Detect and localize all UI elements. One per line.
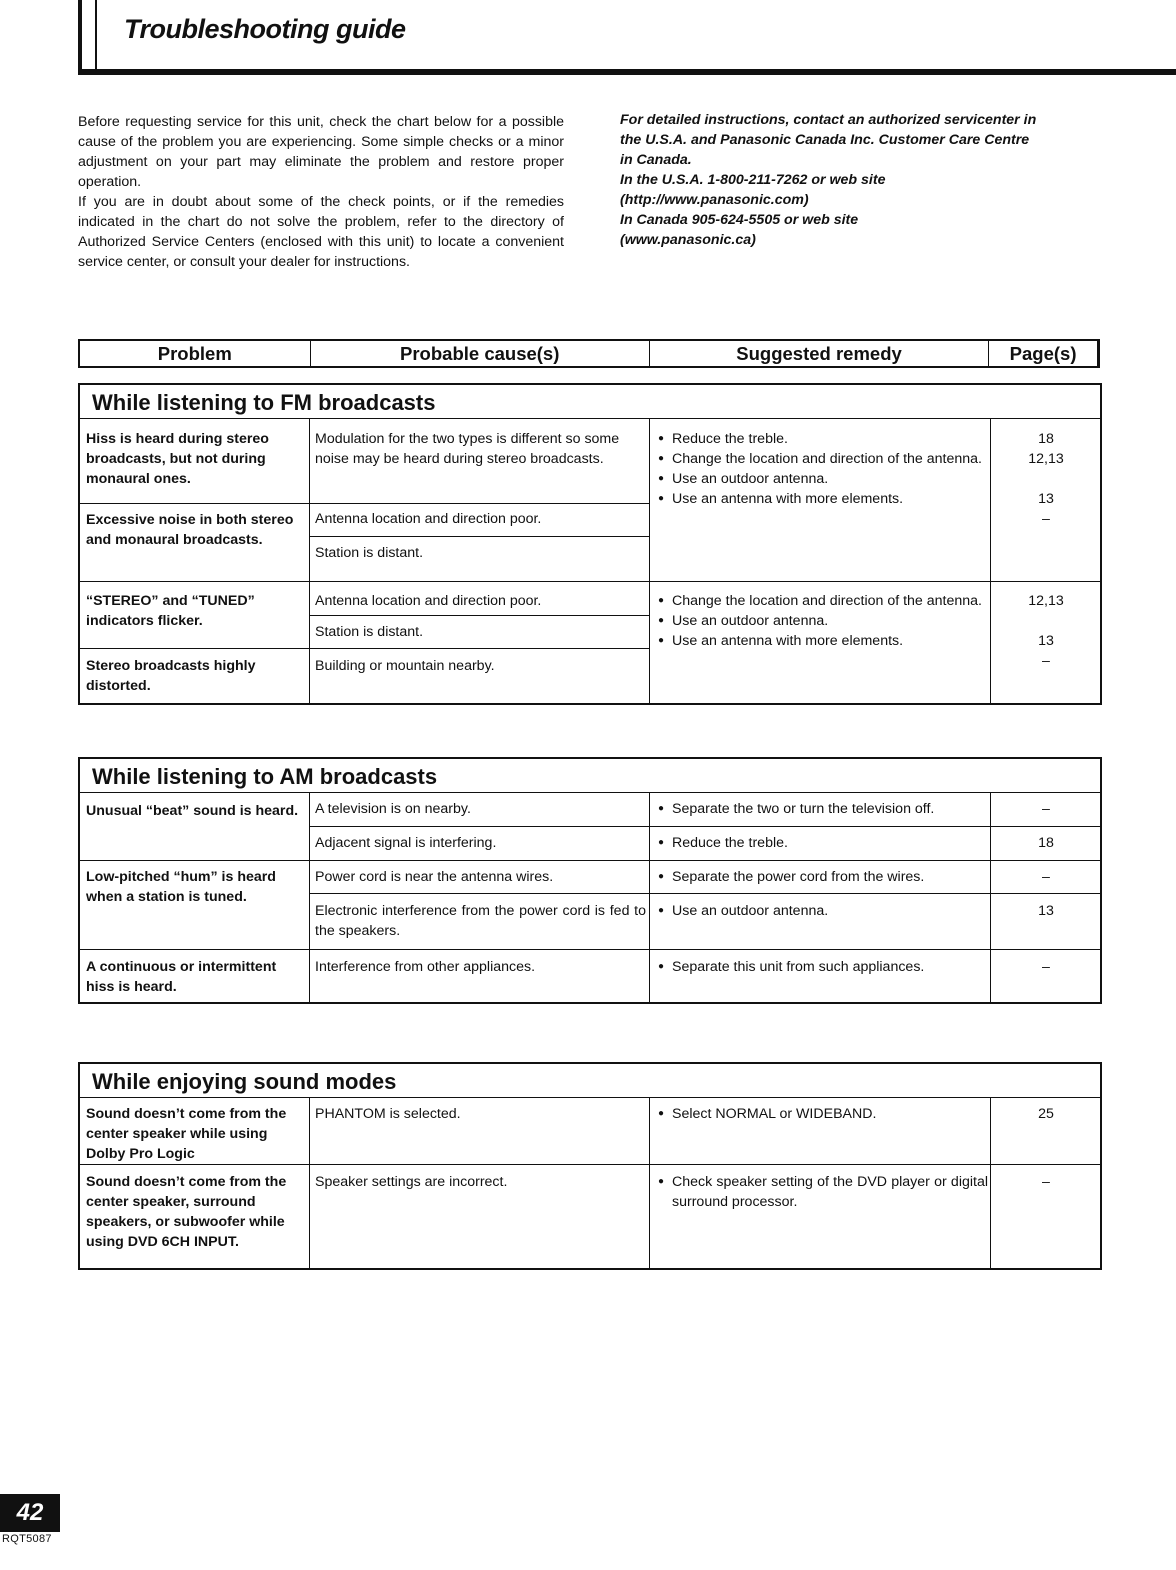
header-bar [78, 69, 1176, 75]
remedy-cell [650, 1104, 988, 1124]
remedy-cell [650, 833, 988, 853]
remedy-item: ● Use an outdoor antenna. [658, 611, 988, 631]
page-number: 42 [0, 1494, 60, 1532]
column-pages: Page(s) [988, 341, 1097, 366]
remedy-item: ● Use an antenna with more elements. [658, 489, 988, 509]
column-problem: Problem [157, 342, 232, 364]
remedy-cell [650, 901, 988, 921]
remedy-item: ● Use an outdoor antenna. [658, 469, 988, 489]
cause-cell: Station is distant. [315, 545, 424, 561]
header-left-rule-inner [95, 0, 97, 70]
page-ref: 13 [1038, 903, 1054, 919]
problem-cell: Unusual “beat” sound is heard. [86, 803, 299, 819]
cause-cell: Antenna location and direction poor. [315, 593, 542, 609]
intro-paragraph-1: Before requesting service for this unit, check the chart below for a possible cause of the problem you are experiencing. Some simple checks or a minor adjustment on your part may eliminate the problem and restore proper operation. [78, 114, 564, 190]
problem-cell: Hiss is heard during stereo broadcasts, but not during monaural ones. [86, 431, 269, 487]
page-ref: 18 [1038, 431, 1054, 447]
remedy-item: ● Change the location and direction of the antenna. [658, 449, 988, 469]
remedy-item: ● Reduce the treble. [658, 429, 988, 449]
page-title: Troubleshooting guide [124, 14, 406, 44]
contact-line: in Canada. [620, 152, 692, 168]
remedy-item: ● Change the location and direction of the antenna. [658, 591, 988, 611]
intro-paragraph-2: If you are in doubt about some of the check points, or if the remedies indicated in the chart do not solve the problem, refer to the directory of Authorized Service Centers (enclosed with this unit) to locate a convenient service center, or consult your dealer for instructions. [78, 194, 564, 270]
page-ref: – [1042, 869, 1050, 885]
sound-modes-section [78, 1062, 1102, 1270]
remedy-cell [650, 867, 988, 887]
page-ref: 25 [1038, 1106, 1054, 1122]
remedy-item: ● Check speaker setting of the DVD player or digital surround processor. [658, 1172, 988, 1212]
remedy-list [650, 591, 988, 651]
column-remedy: Suggested remedy [649, 341, 988, 366]
table-column-header [78, 339, 1100, 368]
service-contact-info [620, 110, 1110, 250]
header-left-rule [78, 0, 82, 74]
section-title: While listening to FM broadcasts [80, 385, 1100, 419]
cause-cell: A television is on nearby. [315, 801, 471, 817]
page-ref: 12,13 [1028, 593, 1064, 609]
remedy-item: ● Separate the power cord from the wires. [658, 867, 988, 887]
contact-line: In Canada 905-624-5505 or web site [620, 212, 859, 228]
cause-cell: Building or mountain nearby. [315, 658, 495, 674]
problem-cell: Stereo broadcasts highly distorted. [86, 658, 256, 694]
contact-line: the U.S.A. and Panasonic Canada Inc. Customer Care Centre [620, 132, 1030, 148]
remedy-cell [650, 1172, 988, 1212]
section-title: While enjoying sound modes [80, 1064, 1100, 1098]
remedy-item: ● Reduce the treble. [658, 833, 988, 853]
page-ref: – [1042, 511, 1050, 527]
cause-cell: Station is distant. [315, 624, 424, 640]
page-ref: 13 [1038, 633, 1054, 649]
remedy-cell [650, 957, 988, 977]
page-ref: – [1042, 1174, 1050, 1190]
section-title: While listening to AM broadcasts [80, 759, 1100, 793]
pages-cell [991, 429, 1101, 529]
problem-cell: A continuous or intermittent hiss is heard. [86, 959, 277, 995]
problem-cell: Sound doesn’t come from the center speaker while using Dolby Pro Logic [86, 1106, 287, 1162]
contact-line: In the U.S.A. 1-800-211-7262 or web site [620, 172, 886, 188]
pages-cell [991, 591, 1101, 671]
remedy-item: ● Separate the two or turn the television off. [658, 799, 988, 819]
cause-cell: Antenna location and direction poor. [315, 511, 542, 527]
page-ref: 18 [1038, 835, 1054, 851]
problem-cell: Sound doesn’t come from the center speaker, surround speakers, or subwoofer while using DVD 6CH INPUT. [86, 1174, 287, 1250]
cause-cell: Electronic interference from the power cord is fed to the speakers. [315, 903, 646, 939]
remedy-cell [650, 799, 988, 819]
page-ref: – [1042, 959, 1050, 975]
fm-section [78, 383, 1102, 705]
remedy-item: ● Use an antenna with more elements. [658, 631, 988, 651]
remedy-item: ● Select NORMAL or WIDEBAND. [658, 1104, 988, 1124]
contact-line: (http://www.panasonic.com) [620, 192, 809, 208]
page-ref: – [1042, 653, 1050, 669]
document-code: RQT5087 [2, 1533, 52, 1545]
problem-cell: Excessive noise in both stereo and monaural broadcasts. [86, 512, 294, 548]
page-ref: 12,13 [1028, 451, 1064, 467]
remedy-item: ● Use an outdoor antenna. [658, 901, 988, 921]
cause-cell: Modulation for the two types is different so some noise may be heard during stereo broadcasts. [315, 431, 620, 467]
cause-cell: Adjacent signal is interfering. [315, 835, 497, 851]
problem-cell: “STEREO” and “TUNED” indicators flicker. [86, 593, 255, 629]
remedy-item: ● Separate this unit from such appliances. [658, 957, 988, 977]
am-section [78, 757, 1102, 1004]
cause-cell: Interference from other appliances. [315, 959, 536, 975]
problem-cell: Low-pitched “hum” is heard when a station is tuned. [86, 869, 276, 905]
column-cause: Probable cause(s) [310, 341, 649, 366]
page-ref: – [1042, 801, 1050, 817]
cause-cell: PHANTOM is selected. [315, 1106, 461, 1122]
page-ref: 13 [1038, 491, 1054, 507]
contact-line: (www.panasonic.ca) [620, 232, 756, 248]
cause-cell: Speaker settings are incorrect. [315, 1174, 508, 1190]
remedy-list [650, 429, 988, 509]
intro-text [78, 112, 564, 272]
contact-line: For detailed instructions, contact an authorized servicenter in [620, 112, 1037, 128]
cause-cell: Power cord is near the antenna wires. [315, 869, 554, 885]
